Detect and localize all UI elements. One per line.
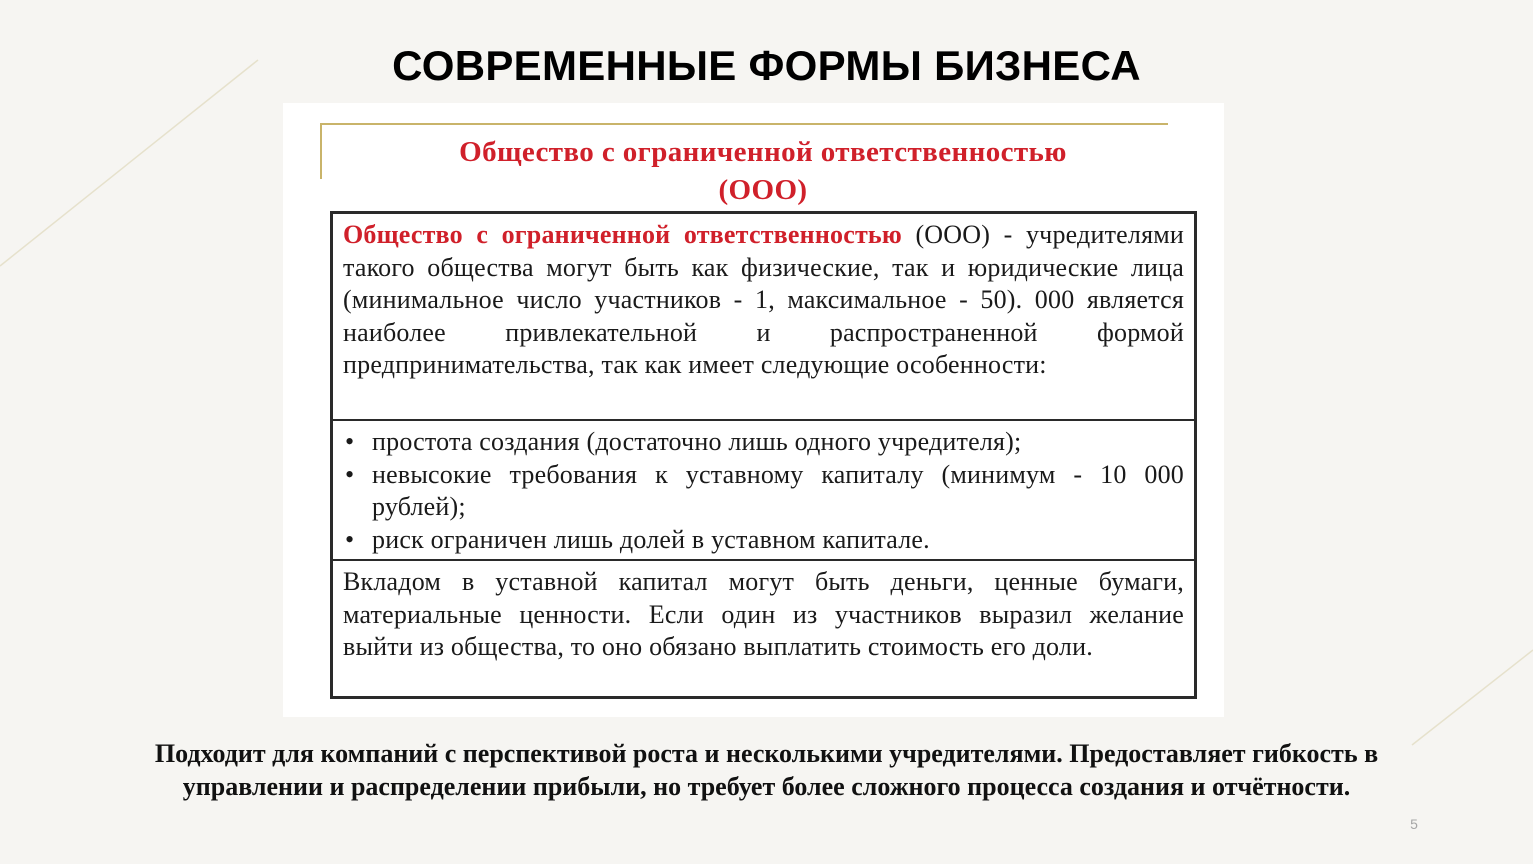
definition-term: Общество с ограниченной ответственностью bbox=[343, 220, 902, 249]
feature-item bbox=[343, 524, 1184, 557]
decor-line-right bbox=[1412, 650, 1533, 745]
features-section bbox=[333, 421, 1194, 561]
gold-rule-vertical bbox=[320, 123, 322, 179]
definition-text: (ООО) - учредителями такого общества могут быть как физические, так и юридические лица (минимальное число участников - 1, максимальное - 50). 000 является наиболее привлекательной и распространенной формой предпринимательства, так как имеет следующие особенности: bbox=[343, 220, 1184, 379]
contribution-paragraph: Вкладом в уставной капитал могут быть деньги, ценные бумаги, материальные ценности. Если один из участников выразил желание выйти из общества, то оно обязано выплатить стоимость его доли. bbox=[343, 567, 1184, 661]
definition-section bbox=[333, 214, 1194, 421]
features-list bbox=[343, 426, 1184, 556]
gold-rule-horizontal bbox=[320, 123, 1168, 125]
panel-heading bbox=[323, 133, 1203, 209]
definition-table bbox=[330, 211, 1197, 699]
feature-text: простота создания (достаточно лишь одного учредителя); bbox=[372, 427, 1022, 456]
feature-text: риск ограничен лишь долей в уставном капитале. bbox=[372, 524, 930, 554]
definition-paragraph bbox=[343, 219, 1184, 382]
slide-title: СОВРЕМЕННЫЕ ФОРМЫ БИЗНЕСА bbox=[392, 42, 1141, 89]
caption-line2: управлении и распределении прибыли, но требует более сложного процесса создания и отчётности. bbox=[182, 772, 1351, 801]
panel-heading-line1: Общество с ограниченной ответственностью bbox=[459, 136, 1067, 168]
contribution-section bbox=[333, 561, 1194, 697]
feature-item bbox=[343, 426, 1184, 459]
bullet-icon: • bbox=[345, 524, 355, 554]
page-number: 5 bbox=[1410, 816, 1418, 832]
decor-line-left bbox=[0, 60, 258, 266]
bullet-icon: • bbox=[345, 459, 355, 489]
slide-caption bbox=[60, 737, 1473, 803]
caption-line1: Подходит для компаний с перспективой роста и несколькими учредителями. Предоставляет гибкость в bbox=[154, 739, 1379, 768]
feature-item bbox=[343, 459, 1184, 524]
feature-text: невысокие требования к уставному капиталу (минимум - 10 000 рублей); bbox=[372, 459, 1184, 521]
content-image-panel bbox=[283, 103, 1224, 717]
bullet-icon: • bbox=[345, 427, 355, 456]
panel-heading-line2: (ООО) bbox=[718, 174, 808, 206]
